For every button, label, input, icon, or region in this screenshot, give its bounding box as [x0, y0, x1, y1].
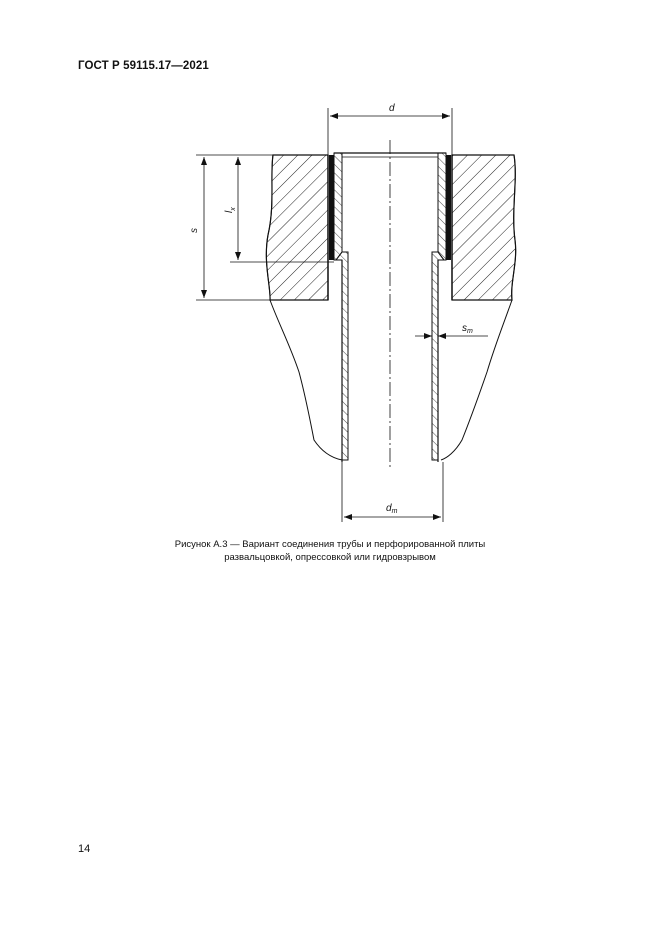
caption-line-1: Рисунок А.3 — Вариант соединения трубы и перфорированной плиты [174, 539, 486, 550]
label-dt: $d_т$ [386, 503, 398, 515]
label-s: s [189, 228, 200, 233]
label-st: $s_т$ [462, 323, 473, 335]
tube-wall-expanded-left [334, 153, 342, 260]
joint-layer-left [329, 155, 334, 260]
document-header: ГОСТ Р 59115.17—2021 [78, 60, 209, 72]
plate-section-left [266, 155, 328, 300]
tube-wall-expanded-right [438, 153, 446, 260]
label-lx: $l_x$ [224, 207, 237, 213]
label-d: d [389, 103, 395, 114]
figure-caption [130, 538, 530, 564]
joint-layer-right [446, 155, 451, 260]
plate-section-right [452, 155, 516, 300]
page-number: 14 [78, 843, 91, 855]
caption-line-2: развальцовкой, опрессовкой или гидровзрывом [224, 552, 436, 563]
